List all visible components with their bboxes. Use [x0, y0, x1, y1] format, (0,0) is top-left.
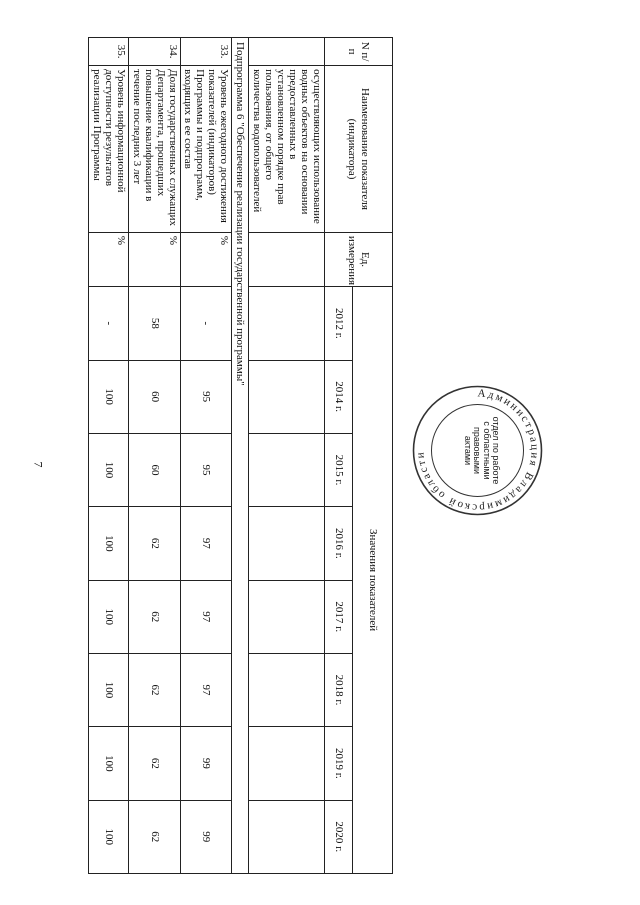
- continuation-name: осуществляющих использование водных объектов на основании предоставленных в установленном порядке прав пользования, от общего количества водопользователей: [249, 66, 325, 233]
- official-stamp: [410, 383, 545, 518]
- header-year: 2017 г.: [325, 580, 353, 653]
- row-value: 100: [88, 360, 128, 433]
- row-value: -: [88, 287, 128, 360]
- row-name: Доля государственных служащих Департамента, прошедших повышение квалификации в течение последних 3 лет: [128, 66, 180, 233]
- header-year: 2019 г.: [325, 727, 353, 800]
- header-year: 2014 г.: [325, 360, 353, 433]
- continuation-row: [249, 38, 325, 874]
- row-value: 100: [88, 433, 128, 506]
- header-year: 2018 г.: [325, 653, 353, 726]
- stamp-line: актами: [462, 435, 473, 466]
- row-value: 97: [180, 653, 231, 726]
- row-name: Уровень ежегодного достижения показателей (индикаторов) Программы и подпрограмм, входящих в ее состав: [180, 66, 231, 233]
- indicators-table-frame: [90, 37, 393, 874]
- row-value: 97: [180, 580, 231, 653]
- row-value: 100: [88, 727, 128, 800]
- row-value: 60: [128, 360, 180, 433]
- stamp-line: с областными: [481, 421, 492, 480]
- table-row: [88, 38, 128, 874]
- row-unit: %: [88, 232, 128, 286]
- header-num: N п/п: [325, 38, 393, 66]
- stamp-line: отдел по работе: [491, 416, 501, 485]
- header-year: 2015 г.: [325, 433, 353, 506]
- row-value: 95: [180, 433, 231, 506]
- row-value: 62: [128, 653, 180, 726]
- row-value: 100: [88, 800, 128, 873]
- row-value: -: [180, 287, 231, 360]
- subprogram-row: [232, 38, 249, 874]
- row-value: 60: [128, 433, 180, 506]
- row-name: Уровень информационной доступности результатов реализации Программы: [88, 66, 128, 233]
- row-value: 95: [180, 360, 231, 433]
- row-value: 100: [88, 580, 128, 653]
- page-number: 7: [31, 461, 46, 468]
- row-num: 33.: [180, 38, 231, 66]
- row-unit: %: [180, 232, 231, 286]
- row-value: 62: [128, 727, 180, 800]
- header-values-group: Значения показателей: [353, 287, 393, 874]
- row-value: 62: [128, 580, 180, 653]
- table-row: [180, 38, 231, 874]
- stamp-center-text: [462, 413, 500, 488]
- row-value: 100: [88, 653, 128, 726]
- header-year: 2016 г.: [325, 507, 353, 580]
- row-value: 99: [180, 727, 231, 800]
- subprogram-title: Подпрограмма 6 "Обеспечение реализации государственной программы": [232, 38, 249, 874]
- indicators-table: [88, 37, 393, 874]
- stamp-line: правовыми: [472, 426, 483, 475]
- row-num: 34.: [128, 38, 180, 66]
- row-unit: %: [128, 232, 180, 286]
- header-name: Наименование показателя (индикатора): [325, 66, 393, 233]
- header-unit: Ед. измерения: [325, 232, 393, 286]
- table-row: [128, 38, 180, 874]
- row-num: 35.: [88, 38, 128, 66]
- header-year: 2012 г.: [325, 287, 353, 360]
- row-value: 62: [128, 800, 180, 873]
- row-value: 100: [88, 507, 128, 580]
- row-value: 97: [180, 507, 231, 580]
- header-row-1: [353, 38, 393, 874]
- row-value: 99: [180, 800, 231, 873]
- row-value: 58: [128, 287, 180, 360]
- row-value: 62: [128, 507, 180, 580]
- stamp-ring-text: Администрация Владимирской области: [414, 387, 541, 514]
- header-year: 2020 г.: [325, 800, 353, 873]
